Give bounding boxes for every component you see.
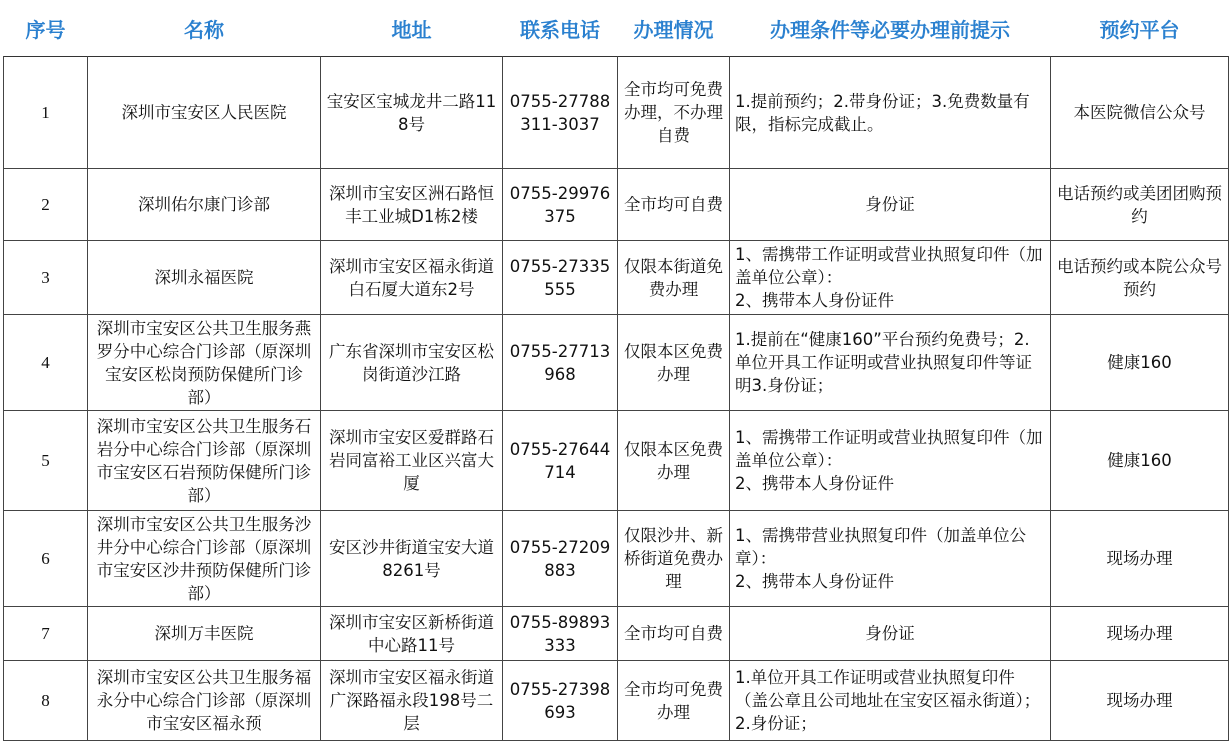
cell-conditions: 1、需携带营业执照复印件（加盖单位公章）： 2、携带本人身份证件 bbox=[730, 511, 1051, 607]
cell-platform: 健康160 bbox=[1051, 315, 1229, 411]
table-row bbox=[4, 411, 1229, 511]
cell-address: 深圳市宝安区福永街道白石厦大道东2号 bbox=[321, 241, 503, 315]
cell-no: 6 bbox=[4, 511, 88, 607]
cell-platform: 健康160 bbox=[1051, 411, 1229, 511]
header-row bbox=[4, 0, 1229, 57]
cell-phone: 0755-29976375 bbox=[503, 169, 618, 241]
cell-address: 安区沙井街道宝安大道8261号 bbox=[321, 511, 503, 607]
cell-platform: 本医院微信公众号 bbox=[1051, 57, 1229, 169]
cell-phone: 0755-27713968 bbox=[503, 315, 618, 411]
cell-conditions: 1.单位开具工作证明或营业执照复印件（盖公章且公司地址在宝安区福永街道）；2.身份证； bbox=[730, 661, 1051, 741]
cell-address: 深圳市宝安区新桥街道中心路11号 bbox=[321, 607, 503, 661]
table-row bbox=[4, 57, 1229, 169]
cell-platform: 现场办理 bbox=[1051, 511, 1229, 607]
table-row bbox=[4, 661, 1229, 741]
cell-status: 仅限本区免费办理 bbox=[618, 315, 730, 411]
header-address: 地址 bbox=[391, 17, 432, 42]
cell-platform: 电话预约或美团团购预约 bbox=[1051, 169, 1229, 241]
cell-platform: 现场办理 bbox=[1051, 607, 1229, 661]
cell-status: 全市均可自费 bbox=[618, 169, 730, 241]
table-row bbox=[4, 241, 1229, 315]
cell-status: 仅限本街道免费办理 bbox=[618, 241, 730, 315]
table-row bbox=[4, 607, 1229, 661]
header-conditions: 办理条件等必要办理前提示 bbox=[770, 17, 1010, 42]
header-platform: 预约平台 bbox=[1099, 17, 1180, 42]
cell-platform: 电话预约或本院公众号预约 bbox=[1051, 241, 1229, 315]
header-no: 序号 bbox=[25, 17, 66, 42]
cell-address: 广东省深圳市宝安区松岗街道沙江路 bbox=[321, 315, 503, 411]
cell-conditions: 身份证 bbox=[730, 169, 1051, 241]
cell-name: 深圳市宝安区公共卫生服务燕罗分中心综合门诊部（原深圳宝安区松岗预防保健所门诊部） bbox=[88, 315, 321, 411]
cell-address: 深圳市宝安区洲石路恒丰工业城D1栋2楼 bbox=[321, 169, 503, 241]
cell-status: 全市均可免费办理，不办理自费 bbox=[618, 57, 730, 169]
cell-address: 深圳市宝安区爱群路石岩同富裕工业区兴富大厦 bbox=[321, 411, 503, 511]
cell-name: 深圳市宝安区公共卫生服务福永分中心综合门诊部（原深圳市宝安区福永预 bbox=[88, 661, 321, 741]
cell-phone: 0755-27788311-3037 bbox=[503, 57, 618, 169]
cell-no: 4 bbox=[4, 315, 88, 411]
cell-phone: 0755-27644714 bbox=[503, 411, 618, 511]
cell-address: 宝安区宝城龙井二路118号 bbox=[321, 57, 503, 169]
cell-conditions: 1、需携带工作证明或营业执照复印件（加盖单位公章）： 2、携带本人身份证件 bbox=[730, 411, 1051, 511]
header-phone: 联系电话 bbox=[520, 17, 600, 42]
cell-conditions: 1、需携带工作证明或营业执照复印件（加盖单位公章）： 2、携带本人身份证件 bbox=[730, 241, 1051, 315]
cell-no: 3 bbox=[4, 241, 88, 315]
table-row bbox=[4, 511, 1229, 607]
cell-conditions: 1.提前在“健康160”平台预约免费号；2.单位开具工作证明或营业执照复印件等证明3.身份证； bbox=[730, 315, 1051, 411]
cell-no: 1 bbox=[4, 57, 88, 169]
cell-no: 7 bbox=[4, 607, 88, 661]
cell-phone: 0755-27209883 bbox=[503, 511, 618, 607]
cell-no: 2 bbox=[4, 169, 88, 241]
header-name: 名称 bbox=[184, 17, 224, 42]
table-body bbox=[4, 57, 1229, 741]
cell-phone: 0755-89893333 bbox=[503, 607, 618, 661]
table-row bbox=[4, 315, 1229, 411]
cell-no: 5 bbox=[4, 411, 88, 511]
cell-name: 深圳万丰医院 bbox=[88, 607, 321, 661]
cell-name: 深圳永福医院 bbox=[88, 241, 321, 315]
cell-status: 全市均可免费办理 bbox=[618, 661, 730, 741]
table-row bbox=[4, 169, 1229, 241]
cell-name: 深圳佑尔康门诊部 bbox=[88, 169, 321, 241]
cell-name: 深圳市宝安区公共卫生服务石岩分中心综合门诊部（原深圳市宝安区石岩预防保健所门诊部） bbox=[88, 411, 321, 511]
cell-phone: 0755-27335555 bbox=[503, 241, 618, 315]
cell-address: 深圳市宝安区福永街道广深路福永段198号二层 bbox=[321, 661, 503, 741]
cell-status: 仅限沙井、新桥街道免费办理 bbox=[618, 511, 730, 607]
cell-phone: 0755-27398693 bbox=[503, 661, 618, 741]
cell-name: 深圳市宝安区人民医院 bbox=[88, 57, 321, 169]
cell-no: 8 bbox=[4, 661, 88, 741]
cell-conditions: 身份证 bbox=[730, 607, 1051, 661]
header-status: 办理情况 bbox=[633, 17, 714, 42]
cell-status: 全市均可自费 bbox=[618, 607, 730, 661]
cell-name: 深圳市宝安区公共卫生服务沙井分中心综合门诊部（原深圳市宝安区沙井预防保健所门诊部） bbox=[88, 511, 321, 607]
cell-platform: 现场办理 bbox=[1051, 661, 1229, 741]
hospital-table bbox=[3, 0, 1229, 741]
cell-conditions: 1.提前预约；2.带身份证；3.免费数量有限，指标完成截止。 bbox=[730, 57, 1051, 169]
cell-status: 仅限本区免费办理 bbox=[618, 411, 730, 511]
